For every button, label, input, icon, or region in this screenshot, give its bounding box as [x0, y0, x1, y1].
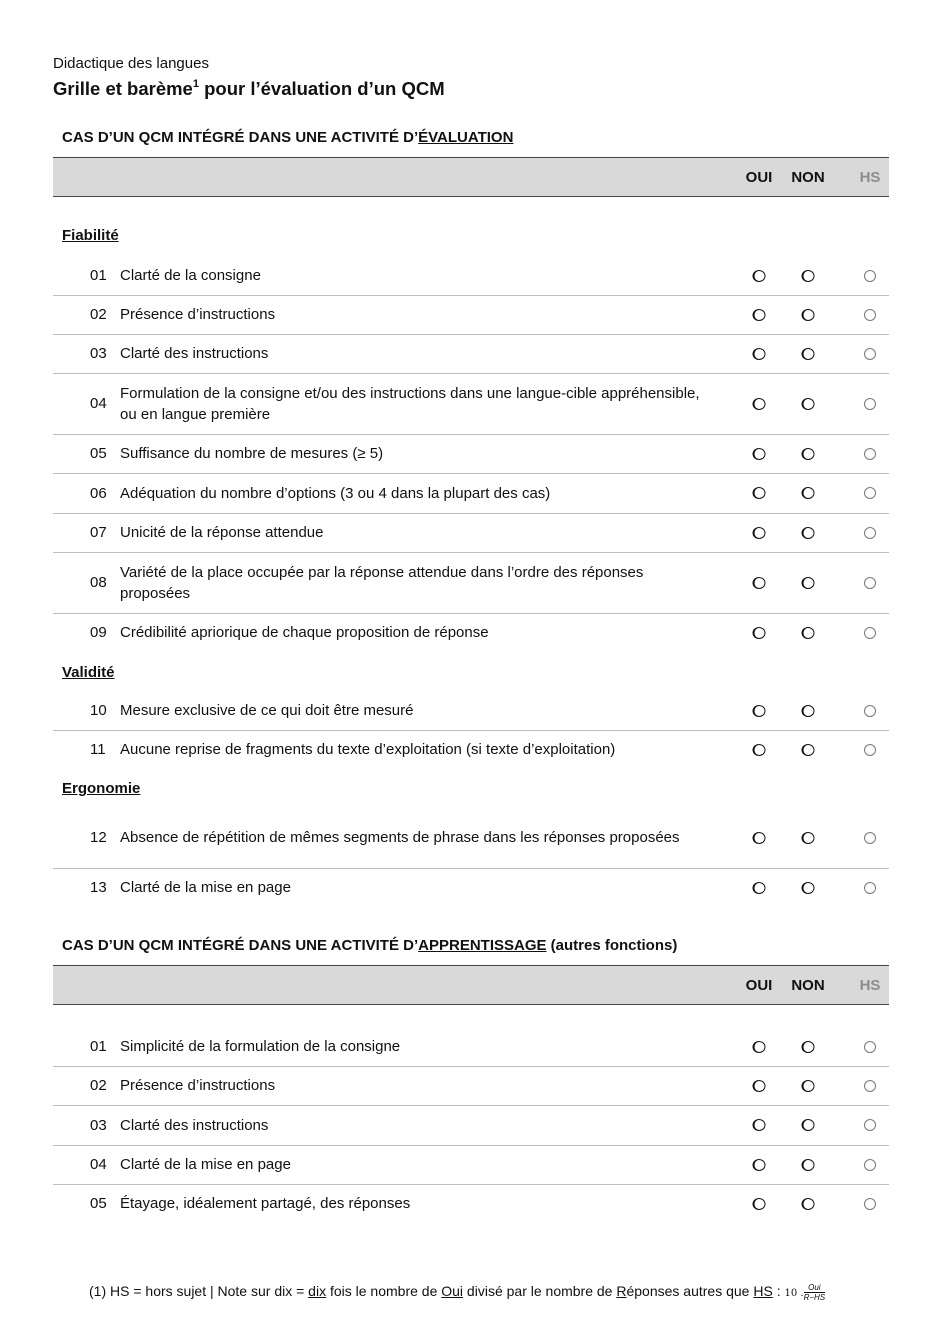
- col-hs: HS: [859, 169, 881, 186]
- footnote-text: :: [772, 1283, 785, 1300]
- col-non: NON: [791, 977, 825, 994]
- item-number: 13: [90, 879, 107, 896]
- radio-non-icon[interactable]: [802, 627, 815, 639]
- radio-oui-icon[interactable]: [753, 577, 766, 589]
- table-row: [53, 334, 889, 374]
- radio-oui-icon[interactable]: [753, 270, 766, 282]
- section-title-underlined: APPRENTISSAGE: [418, 937, 547, 954]
- radio-hs-icon[interactable]: [864, 627, 876, 639]
- table-row: [53, 1145, 889, 1185]
- category-ergonomie: Ergonomie: [62, 780, 141, 797]
- item-label: Absence de répétition de mêmes segments de phrase dans les réponses proposées: [120, 829, 680, 846]
- item-label: Unicité de la réponse attendue: [120, 524, 324, 541]
- radio-non-icon[interactable]: [802, 1159, 815, 1171]
- formula-numerator: Oui: [808, 1283, 821, 1292]
- item-number: 01: [90, 267, 107, 284]
- radio-oui-icon[interactable]: [753, 487, 766, 499]
- formula-denominator: R−HS: [803, 1293, 826, 1302]
- section-title-prefix: CAS D’UN QCM INTÉGRÉ DANS UNE ACTIVITÉ D’: [62, 937, 419, 954]
- radio-hs-icon[interactable]: [864, 1041, 876, 1053]
- footnote-underlined: Oui: [441, 1283, 464, 1300]
- radio-oui-icon[interactable]: [753, 882, 766, 894]
- table-row: [53, 730, 889, 769]
- radio-oui-icon[interactable]: [753, 398, 766, 410]
- item-label: Clarté de la mise en page: [120, 1156, 291, 1173]
- radio-hs-icon[interactable]: [864, 487, 876, 499]
- item-label: Clarté des instructions: [120, 345, 269, 362]
- item-label: Présence d’instructions: [120, 306, 276, 323]
- item-number: 05: [90, 1195, 107, 1212]
- page-title: [53, 78, 445, 100]
- radio-oui-icon[interactable]: [753, 1119, 766, 1131]
- item-label: Clarté de la consigne: [120, 267, 261, 284]
- radio-oui-icon[interactable]: [753, 348, 766, 360]
- radio-non-icon[interactable]: [802, 1041, 815, 1053]
- formula-fraction: [804, 1283, 826, 1302]
- radio-hs-icon[interactable]: [864, 1159, 876, 1171]
- col-oui: OUI: [745, 169, 773, 186]
- table-row: [53, 513, 889, 553]
- col-hs: HS: [859, 977, 881, 994]
- table-header-evaluation: [53, 157, 889, 197]
- table-row: [53, 613, 889, 652]
- title-main: Grille et barème: [53, 78, 193, 99]
- table-row: [53, 807, 889, 869]
- radio-hs-icon[interactable]: [864, 270, 876, 282]
- radio-non-icon[interactable]: [802, 487, 815, 499]
- radio-hs-icon[interactable]: [864, 832, 876, 844]
- item-label: Variété de la place occupée par la réponse attendue dans l’ordre des réponses proposées: [120, 563, 644, 602]
- table-row: [53, 691, 889, 731]
- radio-non-icon[interactable]: [802, 448, 815, 460]
- footnote-text: fois le nombre de: [326, 1283, 442, 1300]
- footnote-underlined: dix: [308, 1283, 327, 1300]
- footnote-underlined: R: [616, 1283, 627, 1300]
- radio-hs-icon[interactable]: [864, 744, 876, 756]
- radio-non-icon[interactable]: [802, 270, 815, 282]
- radio-oui-icon[interactable]: [753, 705, 766, 717]
- formula-factor: 10 .: [784, 1288, 804, 1300]
- table-row: [53, 868, 889, 907]
- item-number: 05: [90, 445, 107, 462]
- radio-non-icon[interactable]: [802, 1080, 815, 1092]
- footnote-text: divisé par le nombre de: [463, 1283, 617, 1300]
- radio-oui-icon[interactable]: [753, 527, 766, 539]
- footnote-text: éponses autres que: [626, 1283, 754, 1300]
- radio-hs-icon[interactable]: [864, 309, 876, 321]
- col-non: NON: [791, 169, 825, 186]
- radio-oui-icon[interactable]: [753, 1198, 766, 1210]
- category-validite: Validité: [62, 664, 115, 681]
- radio-oui-icon[interactable]: [753, 309, 766, 321]
- item-label: Aucune reprise de fragments du texte d’exploitation (si texte d’exploitation): [120, 741, 616, 758]
- section-evaluation-title: [62, 129, 513, 146]
- item-number: 10: [90, 702, 107, 719]
- radio-oui-icon[interactable]: [753, 448, 766, 460]
- item-label: Crédibilité apriorique de chaque proposition de réponse: [120, 624, 489, 641]
- item-label: Suffisance du nombre de mesures (≥ 5): [120, 445, 384, 462]
- table-row: [53, 1105, 889, 1146]
- table-row: [53, 1027, 889, 1067]
- radio-non-icon[interactable]: [802, 744, 815, 756]
- section-title-underlined: ÉVALUATION: [418, 129, 514, 146]
- table-row: [53, 434, 889, 474]
- item-number: 02: [90, 306, 107, 323]
- radio-non-icon[interactable]: [802, 309, 815, 321]
- item-number: 04: [90, 1156, 107, 1173]
- radio-oui-icon[interactable]: [753, 1080, 766, 1092]
- item-label: Formulation de la consigne et/ou des instructions dans une langue-cible appréhensible, ou en langue première: [120, 384, 700, 423]
- footnote-text: (1) HS = hors sujet | Note sur dix =: [89, 1283, 309, 1300]
- section-title-prefix: CAS D’UN QCM INTÉGRÉ DANS UNE ACTIVITÉ D’: [62, 129, 419, 146]
- table-row: [53, 256, 889, 296]
- item-label: Clarté de la mise en page: [120, 879, 291, 896]
- radio-oui-icon[interactable]: [753, 627, 766, 639]
- radio-hs-icon[interactable]: [864, 1119, 876, 1131]
- item-number: 02: [90, 1077, 107, 1094]
- radio-hs-icon[interactable]: [864, 1198, 876, 1210]
- table-row: [53, 473, 889, 514]
- radio-hs-icon[interactable]: [864, 398, 876, 410]
- radio-oui-icon[interactable]: [753, 1041, 766, 1053]
- radio-non-icon[interactable]: [802, 348, 815, 360]
- item-number: 06: [90, 484, 107, 502]
- item-number: 04: [90, 395, 107, 412]
- table-row: [53, 1066, 889, 1106]
- radio-hs-icon[interactable]: [864, 882, 876, 894]
- item-number: 12: [90, 829, 107, 846]
- item-label: Étayage, idéalement partagé, des réponses: [120, 1195, 411, 1212]
- section-title-suffix: (autres fonctions): [546, 937, 678, 954]
- radio-non-icon[interactable]: [802, 705, 815, 717]
- radio-hs-icon[interactable]: [864, 527, 876, 539]
- radio-hs-icon[interactable]: [864, 705, 876, 717]
- table-row: [53, 552, 889, 614]
- radio-hs-icon[interactable]: [864, 448, 876, 460]
- table-row: [53, 1184, 889, 1223]
- item-number: 07: [90, 524, 107, 541]
- radio-non-icon[interactable]: [802, 577, 815, 589]
- item-number: 08: [90, 574, 107, 591]
- col-oui: OUI: [745, 977, 773, 994]
- radio-oui-icon[interactable]: [753, 832, 766, 844]
- item-label: Adéquation du nombre d’options (3 ou 4 dans la plupart des cas): [120, 484, 551, 502]
- footnote-ref: 1: [192, 78, 199, 90]
- radio-oui-icon[interactable]: [753, 1159, 766, 1171]
- radio-non-icon[interactable]: [802, 1198, 815, 1210]
- radio-non-icon[interactable]: [802, 832, 815, 844]
- radio-non-icon[interactable]: [802, 1119, 815, 1131]
- item-number: 09: [90, 624, 107, 641]
- table-row: [53, 295, 889, 335]
- radio-non-icon[interactable]: [802, 882, 815, 894]
- item-label: Présence d’instructions: [120, 1077, 276, 1094]
- footnote: [89, 1283, 825, 1302]
- item-number: 03: [90, 1116, 107, 1134]
- radio-hs-icon[interactable]: [864, 348, 876, 360]
- radio-non-icon[interactable]: [802, 527, 815, 539]
- table-header-apprentissage: [53, 965, 889, 1005]
- footnote-underlined: HS: [753, 1283, 773, 1300]
- item-label: Mesure exclusive de ce qui doit être mesuré: [120, 702, 414, 719]
- item-number: 11: [90, 741, 106, 758]
- radio-hs-icon[interactable]: [864, 577, 876, 589]
- radio-hs-icon[interactable]: [864, 1080, 876, 1092]
- table-row: [53, 373, 889, 435]
- radio-oui-icon[interactable]: [753, 744, 766, 756]
- subject-label: Didactique des langues: [53, 55, 209, 72]
- section-apprentissage-title: [62, 937, 677, 954]
- item-number: 03: [90, 345, 107, 362]
- title-rest: pour l’évaluation d’un QCM: [198, 78, 445, 99]
- item-label: Clarté des instructions: [120, 1116, 269, 1134]
- category-fiabilite: Fiabilité: [62, 227, 119, 244]
- item-number: 01: [90, 1038, 107, 1055]
- radio-non-icon[interactable]: [802, 398, 815, 410]
- item-label: Simplicité de la formulation de la consigne: [120, 1038, 401, 1055]
